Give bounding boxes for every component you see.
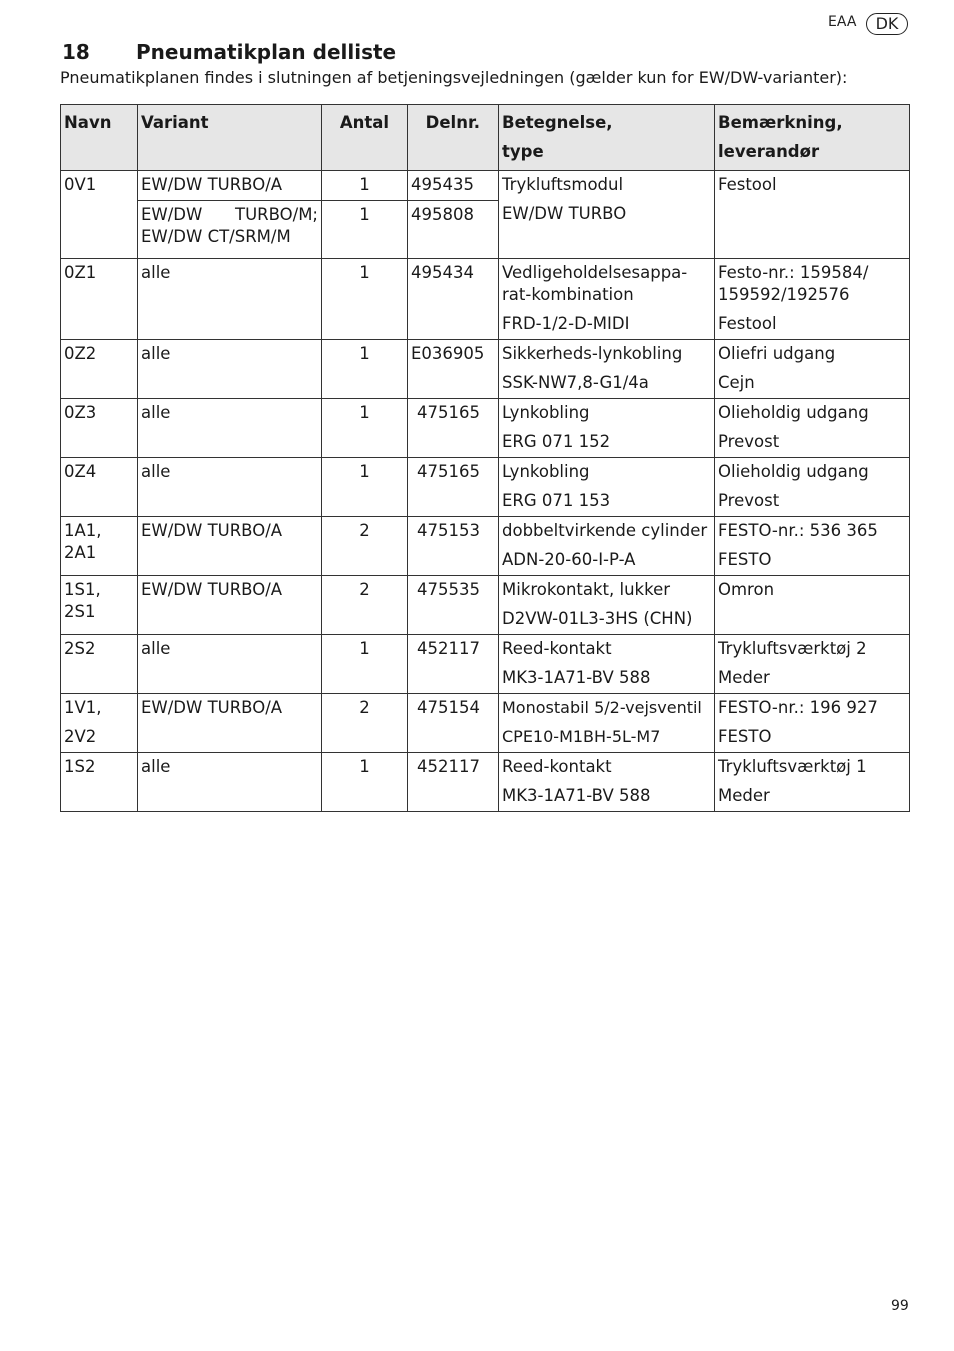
section-number: 18 — [62, 40, 90, 64]
cell-bemaerkning: Olieholdig udgang Prevost — [715, 399, 910, 458]
cell-navn: 0Z1 — [61, 259, 138, 340]
table-header-row — [61, 105, 910, 171]
cell-navn: 0Z3 — [61, 399, 138, 458]
cell-antal: 1 — [322, 635, 408, 694]
cell-bemaerkning: FESTO-nr.: 536 365 FESTO — [715, 517, 910, 576]
cell-delnr: 495808 — [408, 201, 499, 259]
cell-betegnelse: Lynkobling ERG 071 152 — [499, 399, 715, 458]
cell-betegnelse: Mikrokontakt, lukker D2VW-01L3-3HS (CHN) — [499, 576, 715, 635]
cell-bemaerkning: Festool — [715, 171, 910, 259]
table-row — [61, 517, 910, 576]
cell-betegnelse: Vedligeholdelsesappa-rat-kombination FRD-1/2-D-MIDI — [499, 259, 715, 340]
cell-antal: 1 — [322, 399, 408, 458]
table-row — [61, 259, 910, 340]
parts-table — [60, 104, 910, 812]
cell-antal: 2 — [322, 517, 408, 576]
table-row — [61, 635, 910, 694]
col-header-betegnelse: Betegnelse, type — [499, 105, 715, 171]
cell-delnr: 475153 — [408, 517, 499, 576]
section-heading — [62, 40, 396, 64]
cell-variant: alle — [138, 259, 322, 340]
table-row — [61, 399, 910, 458]
section-title: Pneumatikplan delliste — [136, 40, 397, 64]
col-header-antal: Antal — [322, 105, 408, 171]
cell-delnr: 452117 — [408, 635, 499, 694]
cell-antal: 1 — [322, 753, 408, 812]
cell-delnr: 495434 — [408, 259, 499, 340]
cell-antal: 1 — [322, 259, 408, 340]
table-row — [61, 340, 910, 399]
cell-delnr: 475154 — [408, 694, 499, 753]
page-number: 99 — [891, 1298, 909, 1314]
cell-navn: 1S2 — [61, 753, 138, 812]
cell-variant: alle — [138, 753, 322, 812]
cell-delnr: 495435 — [408, 171, 499, 201]
table-row — [61, 694, 910, 753]
cell-betegnelse: Lynkobling ERG 071 153 — [499, 458, 715, 517]
cell-bemaerkning: Trykluftsværktøj 2 Meder — [715, 635, 910, 694]
cell-antal: 2 — [322, 694, 408, 753]
cell-bemaerkning: FESTO-nr.: 196 927 FESTO — [715, 694, 910, 753]
cell-delnr: 475165 — [408, 458, 499, 517]
cell-delnr: 475535 — [408, 576, 499, 635]
cell-bemaerkning: Omron — [715, 576, 910, 635]
cell-bemaerkning: Olieholdig udgang Prevost — [715, 458, 910, 517]
table-row — [61, 458, 910, 517]
table-row — [61, 753, 910, 812]
cell-betegnelse: dobbeltvirkende cylinder ADN-20-60-I-P-A — [499, 517, 715, 576]
cell-variant: alle — [138, 399, 322, 458]
cell-bemaerkning: Trykluftsværktøj 1 Meder — [715, 753, 910, 812]
cell-antal: 1 — [322, 340, 408, 399]
cell-antal: 1 — [322, 171, 408, 201]
cell-variant: alle — [138, 635, 322, 694]
cell-delnr: 475165 — [408, 399, 499, 458]
table-row — [61, 576, 910, 635]
cell-betegnelse: Monostabil 5/2-vejsventil CPE10-M1BH-5L-M7 — [499, 694, 715, 753]
cell-bemaerkning: Festo-nr.: 159584/ 159592/192576 Festool — [715, 259, 910, 340]
cell-variant: alle — [138, 458, 322, 517]
cell-variant: EW/DW TURBO/A — [138, 171, 322, 201]
cell-navn: 1S1, 2S1 — [61, 576, 138, 635]
cell-bemaerkning: Oliefri udgang Cejn — [715, 340, 910, 399]
language-badge: DK — [866, 13, 908, 35]
intro-text: Pneumatikplanen findes i slutningen af betjeningsvejledningen (gælder kun for EW/DW-varianter): — [60, 68, 848, 87]
col-header-delnr: Delnr. — [408, 105, 499, 171]
cell-variant: EW/DW TURBO/A — [138, 517, 322, 576]
cell-navn: 1A1, 2A1 — [61, 517, 138, 576]
cell-delnr: E036905 — [408, 340, 499, 399]
cell-variant: EW/DW TURBO/A — [138, 694, 322, 753]
cell-antal: 2 — [322, 576, 408, 635]
col-header-bemaerkning: Bemærkning, leverandør — [715, 105, 910, 171]
cell-navn: 0Z4 — [61, 458, 138, 517]
cell-navn: 1V1, 2V2 — [61, 694, 138, 753]
col-header-variant: Variant — [138, 105, 322, 171]
cell-variant: EW/DW TURBO/M; EW/DW CT/SRM/M — [138, 201, 322, 259]
cell-antal: 1 — [322, 458, 408, 517]
cell-delnr: 452117 — [408, 753, 499, 812]
cell-betegnelse: Reed-kontakt MK3-1A71-BV 588 — [499, 635, 715, 694]
table-row — [61, 171, 910, 201]
cell-betegnelse: Sikkerheds-lynkobling SSK-NW7,8-G1/4a — [499, 340, 715, 399]
cell-betegnelse: Reed-kontakt MK3-1A71-BV 588 — [499, 753, 715, 812]
cell-navn: 0Z2 — [61, 340, 138, 399]
cell-navn: 2S2 — [61, 635, 138, 694]
cell-antal: 1 — [322, 201, 408, 259]
cell-navn: 0V1 — [61, 171, 138, 259]
document-code: EAA — [828, 14, 857, 30]
cell-variant: alle — [138, 340, 322, 399]
cell-betegnelse: Trykluftsmodul EW/DW TURBO — [499, 171, 715, 259]
col-header-navn: Navn — [61, 105, 138, 171]
cell-variant: EW/DW TURBO/A — [138, 576, 322, 635]
